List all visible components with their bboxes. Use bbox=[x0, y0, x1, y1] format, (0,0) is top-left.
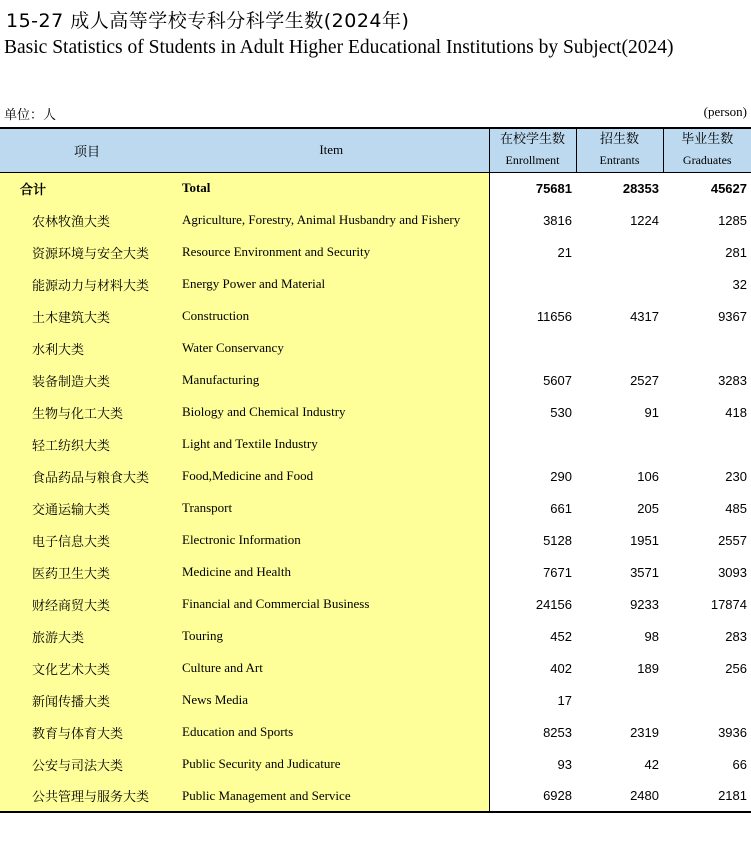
cell-item-en: Medicine and Health bbox=[174, 556, 489, 588]
cell-enrollment: 3816 bbox=[489, 204, 576, 236]
header-graduates-zh: 毕业生数 bbox=[681, 132, 734, 148]
cell-enrollment: 24156 bbox=[489, 588, 576, 620]
cell-item-zh: 医药卫生大类 bbox=[0, 556, 174, 588]
header-item-en: Item bbox=[174, 128, 489, 172]
cell-item-zh: 文化艺术大类 bbox=[0, 652, 174, 684]
cell-enrollment bbox=[489, 268, 576, 300]
cell-entrants: 9233 bbox=[630, 596, 659, 612]
cell-item-en: Energy Power and Material bbox=[174, 268, 489, 300]
cell-item-zh: 公共管理与服务大类 bbox=[0, 780, 174, 812]
cell-graduates: 230 bbox=[725, 468, 747, 484]
cell-entrants: 205 bbox=[637, 500, 659, 516]
cell-item-zh: 土木建筑大类 bbox=[0, 300, 174, 332]
cell-enrollment: 93 bbox=[489, 748, 576, 780]
cell-enrollment: 75681 bbox=[489, 172, 576, 204]
cell-item-zh: 财经商贸大类 bbox=[0, 588, 174, 620]
cell-item-en: Public Security and Judicature bbox=[174, 748, 489, 780]
cell-graduates: 283 bbox=[725, 628, 747, 644]
cell-item-en: Total bbox=[174, 172, 489, 204]
cell-graduates: 3283 bbox=[718, 372, 747, 388]
cell-enrollment: 17 bbox=[489, 684, 576, 716]
cell-entrants: 4317 bbox=[630, 308, 659, 324]
cell-enrollment: 452 bbox=[489, 620, 576, 652]
table-row bbox=[0, 364, 751, 396]
table-row bbox=[0, 236, 751, 268]
header-enrollment bbox=[489, 128, 576, 172]
table-row bbox=[0, 684, 751, 716]
cell-entrants bbox=[576, 268, 663, 300]
table-row-total bbox=[0, 172, 751, 204]
cell-item-en: Culture and Art bbox=[174, 652, 489, 684]
table-row bbox=[0, 492, 751, 524]
table-row bbox=[0, 524, 751, 556]
cell-entrants bbox=[576, 332, 663, 364]
cell-item-en: Food,Medicine and Food bbox=[174, 460, 489, 492]
cell-enrollment bbox=[489, 332, 576, 364]
cell-graduates bbox=[663, 684, 751, 716]
cell-entrants: 28353 bbox=[622, 180, 659, 196]
cell-entrants: 2480 bbox=[576, 780, 663, 812]
header-enrollment-en: Enrollment bbox=[505, 153, 560, 168]
cell-enrollment: 21 bbox=[489, 236, 576, 268]
cell-item-zh: 食品药品与粮食大类 bbox=[0, 460, 174, 492]
cell-entrants: 3571 bbox=[630, 564, 659, 580]
cell-item-zh: 生物与化工大类 bbox=[0, 396, 174, 428]
cell-enrollment: 661 bbox=[489, 492, 576, 524]
cell-graduates: 2557 bbox=[718, 532, 747, 548]
cell-graduates: 3093 bbox=[718, 564, 747, 580]
cell-entrants: 42 bbox=[644, 756, 659, 772]
cell-graduates: 256 bbox=[725, 660, 747, 676]
cell-graduates: 2181 bbox=[663, 780, 751, 812]
table-row bbox=[0, 620, 751, 652]
cell-enrollment: 6928 bbox=[489, 780, 576, 812]
cell-enrollment: 11656 bbox=[489, 300, 576, 332]
cell-enrollment: 402 bbox=[489, 652, 576, 684]
table-row bbox=[0, 588, 751, 620]
cell-entrants bbox=[576, 236, 663, 268]
table-row bbox=[0, 748, 751, 780]
table-row bbox=[0, 332, 751, 364]
unit-label-zh: 单位：人 bbox=[4, 108, 57, 123]
table-row bbox=[0, 268, 751, 300]
cell-item-zh: 旅游大类 bbox=[0, 620, 174, 652]
cell-enrollment: 7671 bbox=[489, 556, 576, 588]
cell-enrollment: 5128 bbox=[489, 524, 576, 556]
cell-enrollment: 5607 bbox=[489, 364, 576, 396]
header-graduates bbox=[663, 128, 751, 172]
cell-item-zh: 能源动力与材料大类 bbox=[0, 268, 174, 300]
cell-item-zh: 教育与体育大类 bbox=[0, 716, 174, 748]
statistics-table bbox=[0, 127, 751, 813]
header-entrants-en: Entrants bbox=[599, 153, 640, 168]
table-row bbox=[0, 556, 751, 588]
cell-item-zh: 装备制造大类 bbox=[0, 364, 174, 396]
cell-graduates: 3936 bbox=[718, 724, 747, 740]
cell-entrants: 98 bbox=[644, 628, 659, 644]
cell-item-en: Touring bbox=[174, 620, 489, 652]
cell-item-zh: 水利大类 bbox=[0, 332, 174, 364]
table-row bbox=[0, 300, 751, 332]
table-row bbox=[0, 780, 751, 812]
cell-item-en: Electronic Information bbox=[174, 524, 489, 556]
cell-item-zh: 新闻传播大类 bbox=[0, 684, 174, 716]
cell-graduates: 17874 bbox=[710, 596, 747, 612]
cell-enrollment: 290 bbox=[489, 460, 576, 492]
cell-item-zh: 公安与司法大类 bbox=[0, 748, 174, 780]
cell-item-zh: 合计 bbox=[0, 172, 174, 204]
cell-item-en: News Media bbox=[174, 684, 489, 716]
cell-item-en: Light and Textile Industry bbox=[174, 428, 489, 460]
cell-enrollment: 8253 bbox=[489, 716, 576, 748]
header-enrollment-zh: 在校学生数 bbox=[499, 132, 565, 148]
cell-item-zh: 交通运输大类 bbox=[0, 492, 174, 524]
cell-entrants: 189 bbox=[637, 660, 659, 676]
cell-graduates: 9367 bbox=[718, 308, 747, 324]
cell-entrants: 1224 bbox=[630, 212, 659, 228]
table-row bbox=[0, 396, 751, 428]
unit-label-en: (person) bbox=[703, 104, 747, 119]
table-body bbox=[0, 172, 751, 812]
cell-entrants: 2527 bbox=[630, 372, 659, 388]
cell-graduates: 1285 bbox=[718, 212, 747, 228]
cell-entrants: 106 bbox=[637, 468, 659, 484]
cell-item-zh: 农林牧渔大类 bbox=[0, 204, 174, 236]
table-row bbox=[0, 204, 751, 236]
cell-entrants: 1951 bbox=[630, 532, 659, 548]
cell-item-en: Public Management and Service bbox=[174, 780, 489, 812]
header-item-zh: 项目 bbox=[0, 128, 174, 172]
table-row bbox=[0, 428, 751, 460]
cell-entrants: 91 bbox=[644, 404, 659, 420]
cell-graduates: 281 bbox=[725, 244, 747, 260]
cell-graduates: 66 bbox=[732, 756, 747, 772]
cell-entrants bbox=[576, 428, 663, 460]
table-row bbox=[0, 460, 751, 492]
cell-item-en: Manufacturing bbox=[174, 364, 489, 396]
table-row bbox=[0, 652, 751, 684]
cell-graduates: 45627 bbox=[710, 180, 747, 196]
cell-item-en: Education and Sports bbox=[174, 716, 489, 748]
cell-graduates: 485 bbox=[725, 500, 747, 516]
cell-item-en: Transport bbox=[174, 492, 489, 524]
cell-item-zh: 资源环境与安全大类 bbox=[0, 236, 174, 268]
header-entrants bbox=[576, 128, 663, 172]
cell-entrants: 2319 bbox=[630, 724, 659, 740]
cell-graduates bbox=[663, 428, 751, 460]
cell-item-en: Water Conservancy bbox=[174, 332, 489, 364]
cell-enrollment bbox=[489, 428, 576, 460]
cell-item-zh: 电子信息大类 bbox=[0, 524, 174, 556]
cell-entrants bbox=[576, 684, 663, 716]
header-graduates-en: Graduates bbox=[682, 153, 732, 168]
cell-graduates: 418 bbox=[725, 404, 747, 420]
page-title-en: Basic Statistics of Students in Adult Higher Educational Institutions by Subject(2024) bbox=[4, 37, 674, 58]
page-title-zh: 15-27 成人高等学校专科分科学生数(2024年) bbox=[6, 10, 410, 32]
cell-item-en: Agriculture, Forestry, Animal Husbandry and Fishery bbox=[174, 204, 489, 236]
cell-graduates bbox=[663, 332, 751, 364]
header-entrants-zh: 招生数 bbox=[599, 132, 639, 148]
cell-item-en: Resource Environment and Security bbox=[174, 236, 489, 268]
cell-item-en: Biology and Chemical Industry bbox=[174, 396, 489, 428]
cell-graduates: 32 bbox=[732, 276, 747, 292]
cell-item-en: Construction bbox=[174, 300, 489, 332]
table-header-row bbox=[0, 128, 751, 172]
table-row bbox=[0, 716, 751, 748]
cell-enrollment: 530 bbox=[489, 396, 576, 428]
cell-item-en: Financial and Commercial Business bbox=[174, 588, 489, 620]
cell-item-zh: 轻工纺织大类 bbox=[0, 428, 174, 460]
